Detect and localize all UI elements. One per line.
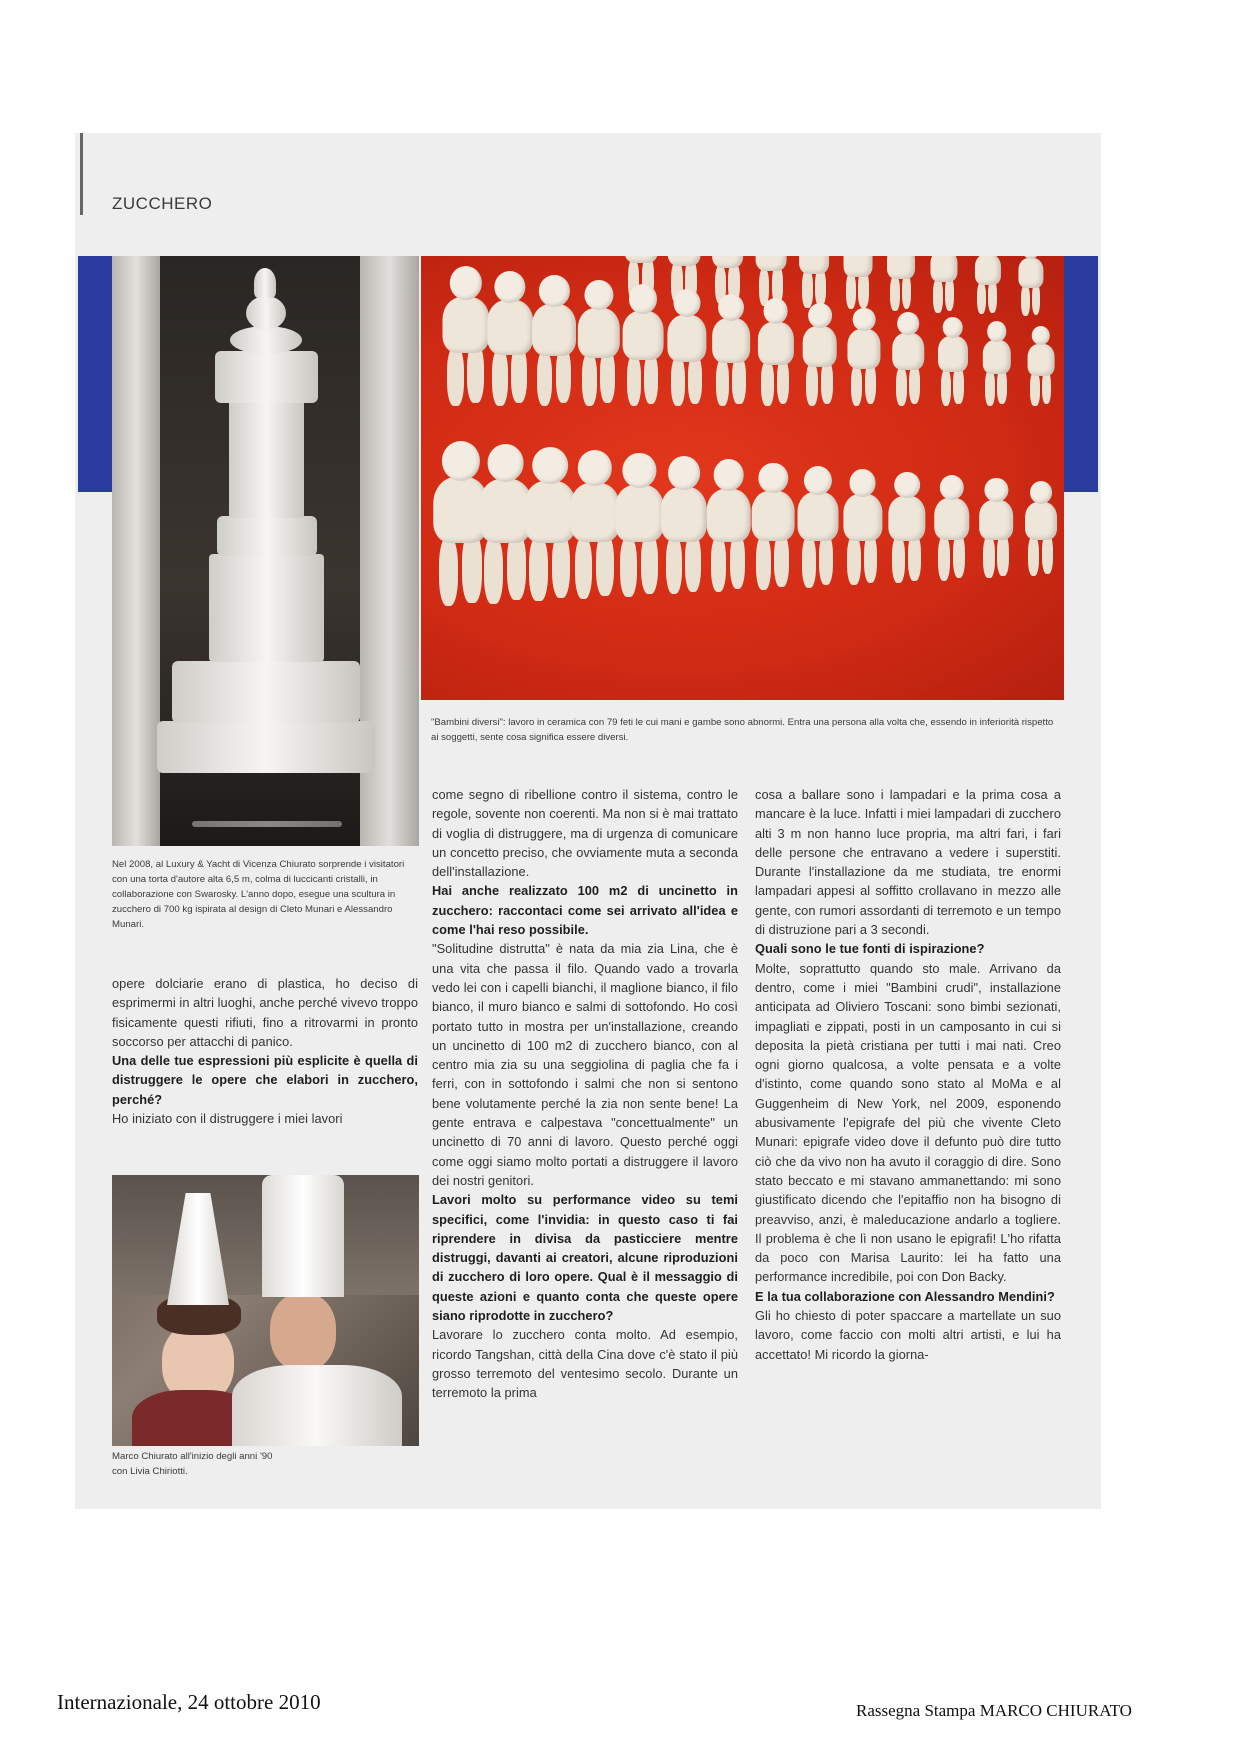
column-1 (112, 974, 418, 1128)
column-3 (755, 785, 1061, 1364)
ceramic-figure (798, 303, 841, 406)
paragraph: Gli ho chiesto di poter spaccare a martellate un suo lavoro, come faccio con molti altri artisti, e lui ha accettato! Mi ricordo la giorna- (755, 1308, 1061, 1362)
ceramic-figure (840, 256, 876, 309)
ceramic-figure (1021, 481, 1061, 576)
caption-portrait (112, 1449, 412, 1479)
footer-source: Internazionale, 24 ottobre 2010 (57, 1690, 321, 1714)
question: Hai anche realizzato 100 m2 di uncinetto in zucchero: raccontaci come sei arrivato all'idea e come l'hai reso possibile. (432, 883, 738, 938)
ceramic-figure (617, 284, 668, 406)
ceramic-figure (838, 469, 887, 586)
ceramic-figure (884, 472, 931, 583)
paragraph: come segno di ribellione contro il sistema, contro le regole, sovente non coerenti. Ma non si è mai trattato di voglia di distruggere, ma di urgenza di comunicare un concetto preciso, che ovviamente muta a seconda dell'installazione. (432, 787, 738, 880)
question: Lavori molto su performance video su temi specifici, come l'invidia: in questo caso ti fai riprendere in divisa da pasticciere mentre distruggi, davanti ai creatori, alcune riproduzioni di zucchero di loro opere. Qual è il messaggio di queste azioni e quanto conta che queste opere siano riprodotte in zucchero? (432, 1192, 738, 1324)
caption-cake: Nel 2008, al Luxury & Yacht di Vicenza Chiurato sorprende i visitatori con una torta d'autore alta 6,5 m, colma di luccicanti cristalli, in collaborazione con Swarosky. L'anno dopo, esegue una scultura in zucchero di 700 kg ispirata al design di Cleto Munari e Alessandro Munari. (112, 859, 405, 930)
ceramic-figure (979, 321, 1015, 406)
ceramic-figure (884, 256, 919, 311)
photo-bambini-diversi (421, 256, 1064, 700)
ceramic-figure (792, 466, 843, 588)
ceramic-figure (889, 312, 928, 406)
paragraph: Lavorare lo zucchero conta molto. Ad esempio, ricordo Tangshan, città della Cina dove c'è stato il più grosso terremoto del ventesimo secolo. Durante un terremoto la prima (432, 1327, 738, 1401)
caption-portrait-line2: con Livia Chiriotti. (112, 1466, 188, 1477)
caption-relief: "Bambini diversi": lavoro in ceramica con 79 feti le cui mani e gambe sono abnormi. Entra una persona alla volta che, essendo in inferiorità rispetto ai soggetti, sente cosa significa essere diversi. (431, 717, 1054, 743)
ceramic-figure (843, 308, 884, 406)
question: Una delle tue espressioni più esplicite è quella di distruggere le opere che elabori in zucchero, perché? (112, 1053, 418, 1107)
photo-portrait (112, 1175, 419, 1446)
blue-band-right (1064, 256, 1098, 492)
page-spine-line (80, 133, 83, 215)
paragraph: Ho iniziato con il distruggere i miei lavori (112, 1111, 343, 1127)
ceramic-figure (971, 256, 1004, 314)
ceramic-figure (1024, 326, 1058, 406)
ceramic-figure (930, 475, 974, 581)
footer-press-review: Rassegna Stampa MARCO CHIURATO (856, 1701, 1132, 1720)
ceramic-figure (663, 289, 712, 406)
caption-portrait-line1: Marco Chiurato all'inizio degli anni '90 (112, 1451, 273, 1462)
ceramic-figure (753, 298, 798, 406)
photo-sugar-cake (112, 256, 419, 846)
paragraph: Molte, soprattutto quando sto male. Arrivano da dentro, come i miei "Bambini crudi", installazione anticipata ad Oliviero Toscani: sono bimbi sezionati, impagliati e zippati, posti in un camposanto in cui si deposita la pietà cristiana per tutti i mai nati. Creo ogni giorno qualcosa, a volte pensata e a volte d'istinto, come quando sono stato al MoMa e al Guggenheim di New York, nel 2009, esponendo abusivamente l'epigrafe del più che vivente Cleto Munari: epigrafe video dove il defunto può dire tutto ciò che da vivo non ha avuto il coraggio di dire. Sono stato beccato e mi stavano ammanettando: mi sono giustificato dicendo che l'epitaffio non ha bisogno di preavviso, anzi, è maleducazione andarlo a togliere. Il problema è che lì non usano le epigrafi! L'ho rifatta da poco con Marisa Laurito: lei ha fatto una performance incredibile, poi con Don Backy. (755, 960, 1061, 1285)
paragraph: "Solitudine distrutta" è nata da mia zia Lina, che è una vita che passa il filo. Quando vado a trovarla vedo lei con i capelli bianchi, il maglione bianco, il filo bianco, il muro bianco e salmi di sottofondo. Ho così portato tutto in mostra per un'installazione, creando un uncinetto di 100 m2 di zucchero bianco, con al centro mia zia su una seggiolina di paglia che fa i ferri, con in sottofondo i salmi che non si sentono bene volutamente perché la zia non sente bene! La gente entrava e calpestava "concettualmente" un uncinetto di 70 anni di lavoro. Questo perché oggi come oggi siamo molto portati a distruggere il lavoro dei nostri genitori. (432, 941, 738, 1188)
ceramic-figure (708, 294, 755, 406)
column-2 (432, 785, 738, 1403)
ceramic-figure (927, 256, 961, 313)
paragraph: cosa a ballare sono i lampadari e la prima cosa a mancare è la luce. Infatti i miei lampadari di zucchero alti 3 m non hanno luce propria, ma altri fari, i fari delle persone che entravano a vedere i superstiti. Durante l'installazione da me studiata, tre enormi lampadari appesi al soffitto crollavano in mezzo alle gente, con rumori assordanti di terremoto e un tempo di distruzione pari a 3 secondi. (755, 787, 1061, 938)
section-label: ZUCCHERO (112, 194, 213, 213)
ceramic-figure (796, 256, 833, 308)
blue-band-left (78, 256, 112, 492)
question: E la tua collaborazione con Alessandro Mendini? (755, 1288, 1055, 1304)
paragraph: opere dolciarie erano di plastica, ho deciso di esprimermi in altri luoghi, anche perché vivevo troppo fisicamente questi rifiuti, fino a ritrovarmi in pronto soccorso per attacchi di panico. (112, 976, 418, 1049)
ceramic-figure (934, 317, 971, 406)
question: Quali sono le tue fonti di ispirazione? (755, 941, 985, 957)
ceramic-figure (1015, 256, 1047, 316)
ceramic-figure (975, 478, 1017, 578)
